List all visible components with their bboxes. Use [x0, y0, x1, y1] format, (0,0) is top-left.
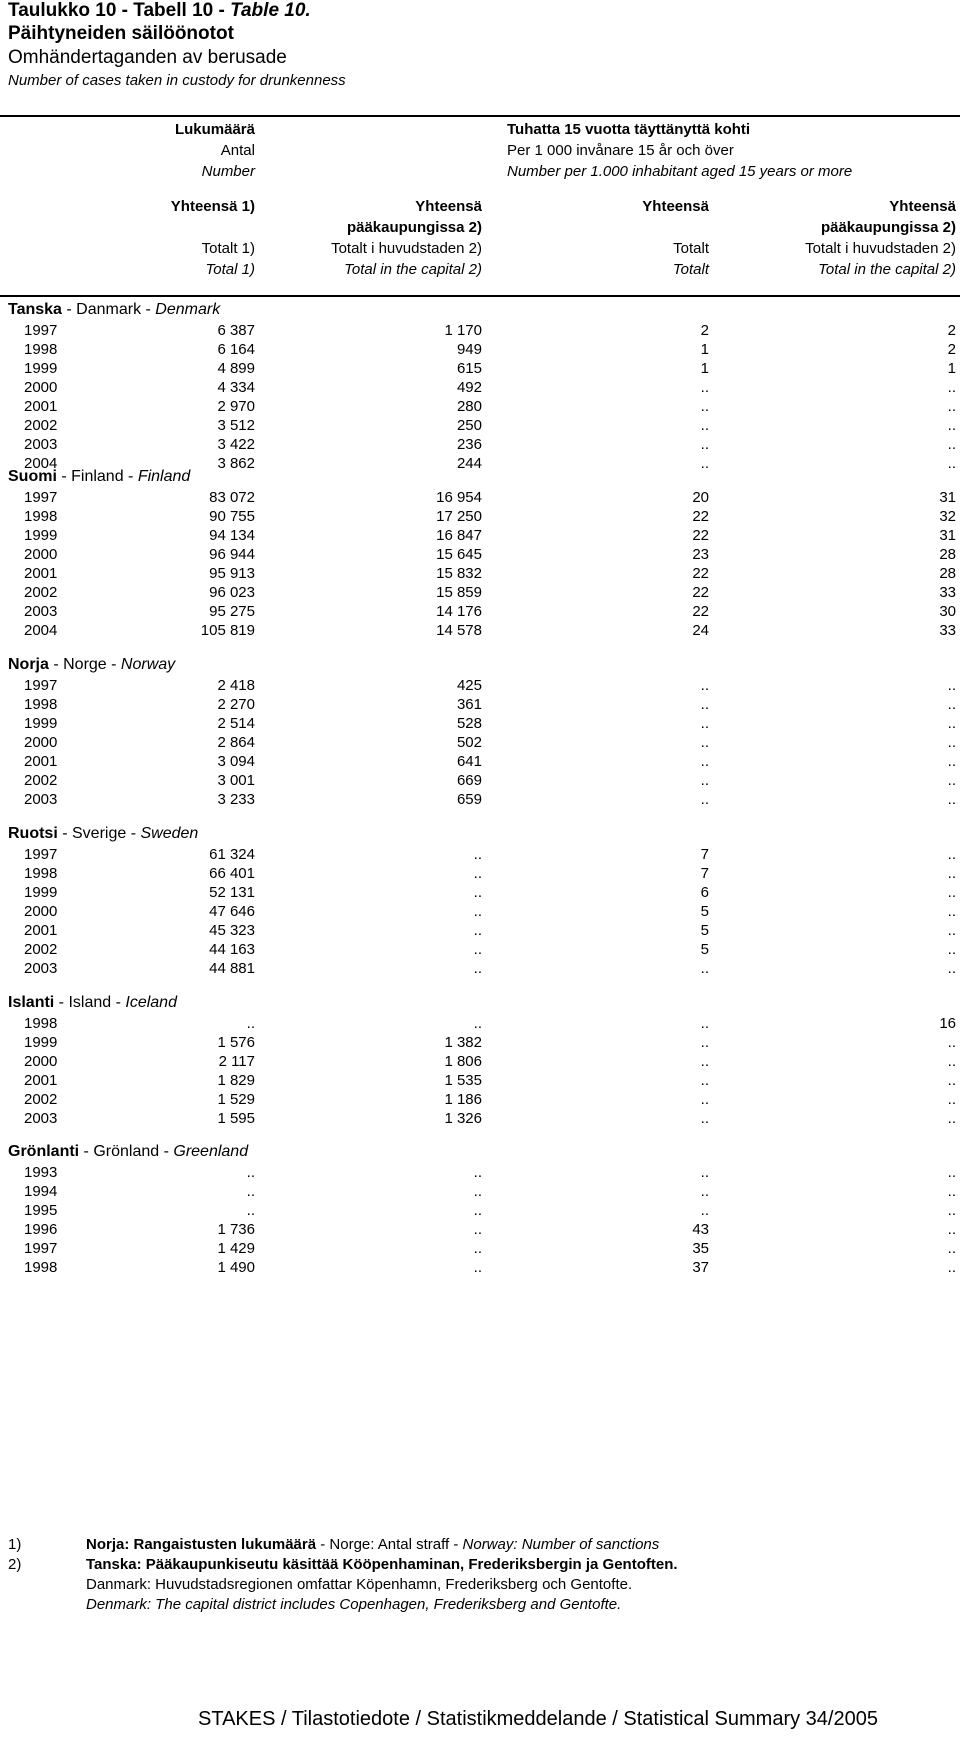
- table-cell: 1 829: [217, 1072, 255, 1089]
- col4-fi2: pääkaupungissa 2): [820, 219, 956, 236]
- footnote-bold: Norja: Rangaistusten lukumäärä: [86, 1536, 317, 1553]
- table-cell: 3 001: [217, 772, 255, 789]
- table-cell: ..: [700, 753, 709, 770]
- table-cell: 3 233: [217, 791, 255, 808]
- table-cell: ..: [947, 960, 956, 977]
- table-cell: ..: [700, 1091, 709, 1108]
- table-cell: 33: [939, 584, 956, 601]
- table-cell: ..: [700, 715, 709, 732]
- table-cell: 22: [692, 603, 709, 620]
- table-cell: 2: [947, 322, 956, 339]
- section-name-en: Greenland: [173, 1143, 249, 1160]
- section-heading: Ruotsi - Sverige - Sweden: [8, 825, 199, 842]
- table-cell: ..: [700, 791, 709, 808]
- row-year: 2002: [24, 772, 58, 789]
- row-year: 2003: [24, 603, 58, 620]
- footnote-number: 2): [8, 1556, 22, 1573]
- row-year: 1998: [24, 696, 58, 713]
- row-year: 1995: [24, 1202, 58, 1219]
- table-cell: ..: [947, 865, 956, 882]
- col1-en: Total 1): [205, 261, 255, 278]
- table-cell: ..: [947, 1221, 956, 1238]
- table-cell: 6 164: [217, 341, 255, 358]
- table-cell: 1 382: [444, 1034, 482, 1051]
- row-year: 1997: [24, 677, 58, 694]
- table-cell: ..: [947, 1053, 956, 1070]
- table-cell: ..: [947, 941, 956, 958]
- footnotes: [8, 1535, 678, 1615]
- footnote-text: - Norge: Antal straff -: [316, 1536, 463, 1553]
- header-rate-sv: Per 1 000 invånare 15 år och över: [507, 142, 734, 159]
- row-year: 2000: [24, 734, 58, 751]
- table-cell: 3 422: [217, 436, 255, 453]
- table-cell: 1 490: [217, 1259, 255, 1276]
- table-cell: 236: [456, 436, 482, 453]
- table-cell: ..: [947, 436, 956, 453]
- footnote-italic: Norway: Number of sanctions: [462, 1536, 660, 1553]
- section-name-fi: Grönlanti: [8, 1143, 80, 1160]
- table-cell: 2 514: [217, 715, 255, 732]
- table-cell: 31: [939, 527, 956, 544]
- table-cell: 2: [700, 322, 709, 339]
- row-year: 2000: [24, 1053, 58, 1070]
- column-header-1: [171, 196, 255, 280]
- table-cell: 6 387: [217, 322, 255, 339]
- table-cell: 6: [700, 884, 709, 901]
- section-heading: Suomi - Finland - Finland: [8, 468, 191, 485]
- table-cell: ..: [473, 1015, 482, 1032]
- table-cell: 43: [692, 1221, 709, 1238]
- column-header-2: [331, 196, 482, 280]
- table-cell: 5: [700, 941, 709, 958]
- table-cell: 7: [700, 846, 709, 863]
- footnote-2-en: [8, 1595, 678, 1615]
- table-cell: ..: [700, 772, 709, 789]
- section-name-sv: Sverige: [72, 825, 127, 842]
- table-cell: ..: [700, 1072, 709, 1089]
- table-cell: 94 134: [209, 527, 255, 544]
- section-name-en: Denmark: [155, 301, 221, 318]
- footnote-1: [8, 1535, 678, 1555]
- table-cell: ..: [700, 1183, 709, 1200]
- title-sv: Omhändertaganden av berusade: [8, 47, 287, 68]
- header-rate-fi: Tuhatta 15 vuotta täyttänyttä kohti: [507, 121, 751, 138]
- table-cell: ..: [947, 1202, 956, 1219]
- table-cell: ..: [473, 1202, 482, 1219]
- row-year: 2003: [24, 436, 58, 453]
- header-bottom-rule: [0, 295, 960, 297]
- table-cell: 47 646: [209, 903, 255, 920]
- col4-en: Total in the capital 2): [818, 261, 956, 278]
- table-cell: ..: [947, 696, 956, 713]
- table-cell: ..: [473, 884, 482, 901]
- row-year: 1994: [24, 1183, 58, 1200]
- table-cell: 361: [456, 696, 482, 713]
- table-cell: 1: [947, 360, 956, 377]
- table-cell: ..: [473, 1259, 482, 1276]
- table-cell: 31: [939, 489, 956, 506]
- section-name-sv: Grönland: [93, 1143, 160, 1160]
- row-year: 1997: [24, 1240, 58, 1257]
- table-cell: 949: [456, 341, 482, 358]
- col2-fi2: pääkaupungissa 2): [346, 219, 482, 236]
- row-year: 1999: [24, 360, 58, 377]
- section-name-en: Finland: [137, 468, 191, 485]
- table-cell: 1 535: [444, 1072, 482, 1089]
- row-year: 2004: [24, 622, 58, 639]
- table-cell: 83 072: [209, 489, 255, 506]
- table-cell: 35: [692, 1240, 709, 1257]
- table-cell: 1 595: [217, 1110, 255, 1127]
- table-cell: ..: [947, 753, 956, 770]
- footnote-2-sv: [8, 1575, 678, 1595]
- table-cell: ..: [473, 865, 482, 882]
- table-cell: ..: [700, 1053, 709, 1070]
- table-cell: 15 832: [436, 565, 482, 582]
- table-cell: ..: [473, 922, 482, 939]
- table-cell: 250: [456, 417, 482, 434]
- table-cell: 1 186: [444, 1091, 482, 1108]
- col2-fi: Yhteensä: [415, 198, 482, 215]
- table-cell: 669: [456, 772, 482, 789]
- table-cell: ..: [947, 1164, 956, 1181]
- table-cell: ..: [947, 715, 956, 732]
- row-year: 1999: [24, 527, 58, 544]
- table-cell: 95 913: [209, 565, 255, 582]
- table-cell: 1 170: [444, 322, 482, 339]
- table-cell: 244: [456, 455, 482, 472]
- section-heading: Islanti - Island - Iceland: [8, 994, 177, 1011]
- table-cell: 425: [456, 677, 482, 694]
- table-number-en: Table 10.: [230, 0, 311, 21]
- table-cell: 30: [939, 603, 956, 620]
- header-number-en: Number: [201, 163, 255, 180]
- table-cell: 14 176: [436, 603, 482, 620]
- table-cell: 23: [692, 546, 709, 563]
- header-number-sv: Antal: [220, 142, 255, 159]
- table-cell: 16 954: [436, 489, 482, 506]
- table-cell: ..: [473, 1240, 482, 1257]
- header-number-group: [175, 119, 255, 182]
- table-cell: 615: [456, 360, 482, 377]
- table-cell: 4 899: [217, 360, 255, 377]
- table-cell: ..: [947, 772, 956, 789]
- table-cell: ..: [947, 398, 956, 415]
- row-year: 2000: [24, 379, 58, 396]
- row-year: 2000: [24, 903, 58, 920]
- table-cell: ..: [700, 734, 709, 751]
- header-rate-en: Number per 1.000 inhabitant aged 15 years or more: [507, 163, 853, 180]
- table-cell: 66 401: [209, 865, 255, 882]
- table-cell: 502: [456, 734, 482, 751]
- col1-fi: Yhteensä 1): [170, 198, 255, 215]
- row-year: 2000: [24, 546, 58, 563]
- table-cell: 44 881: [209, 960, 255, 977]
- table-cell: ..: [700, 398, 709, 415]
- row-year: 2003: [24, 791, 58, 808]
- section-name-sv: Island: [68, 994, 112, 1011]
- table-cell: ..: [947, 1259, 956, 1276]
- table-cell: 33: [939, 622, 956, 639]
- table-cell: 641: [456, 753, 482, 770]
- section-name-fi: Islanti: [8, 994, 55, 1011]
- header-top-rule: [0, 115, 960, 117]
- table-cell: ..: [947, 1183, 956, 1200]
- col4-fi: Yhteensä: [889, 198, 956, 215]
- table-cell: 96 944: [209, 546, 255, 563]
- table-cell: ..: [700, 677, 709, 694]
- table-cell: 1 529: [217, 1091, 255, 1108]
- table-cell: ..: [947, 1072, 956, 1089]
- table-cell: ..: [947, 379, 956, 396]
- row-year: 2001: [24, 1072, 58, 1089]
- row-year: 1993: [24, 1164, 58, 1181]
- table-cell: 22: [692, 565, 709, 582]
- table-cell: ..: [246, 1164, 255, 1181]
- table-number-text: Taulukko 10 - Tabell 10 -: [8, 0, 231, 21]
- table-cell: 5: [700, 922, 709, 939]
- col3-en: Totalt: [672, 261, 709, 278]
- section-name-fi: Norja: [8, 656, 49, 673]
- row-year: 2002: [24, 1091, 58, 1108]
- section-heading: Grönlanti - Grönland - Greenland: [8, 1143, 249, 1160]
- table-cell: 4 334: [217, 379, 255, 396]
- table-cell: ..: [473, 903, 482, 920]
- table-cell: 3 862: [217, 455, 255, 472]
- row-year: 2001: [24, 565, 58, 582]
- table-cell: ..: [700, 1110, 709, 1127]
- table-cell: 28: [939, 565, 956, 582]
- col2-sv: Totalt i huvudstaden 2): [331, 240, 482, 257]
- table-cell: 659: [456, 791, 482, 808]
- row-year: 1998: [24, 865, 58, 882]
- row-year: 1997: [24, 489, 58, 506]
- section-name-en: Sweden: [140, 825, 199, 842]
- col4-sv: Totalt i huvudstaden 2): [805, 240, 956, 257]
- page-footer: STAKES / Tilastotiedote / Statistikmeddelande / Statistical Summary 34/2005: [198, 1708, 878, 1730]
- table-cell: ..: [700, 455, 709, 472]
- table-cell: ..: [947, 1034, 956, 1051]
- table-cell: ..: [246, 1015, 255, 1032]
- row-year: 2002: [24, 941, 58, 958]
- row-year: 1998: [24, 508, 58, 525]
- row-year: 2002: [24, 584, 58, 601]
- table-cell: ..: [700, 1202, 709, 1219]
- table-cell: 2 270: [217, 696, 255, 713]
- table-cell: 7: [700, 865, 709, 882]
- table-cell: ..: [473, 960, 482, 977]
- table-cell: 20: [692, 489, 709, 506]
- table-cell: 16: [939, 1015, 956, 1032]
- row-year: 1999: [24, 884, 58, 901]
- table-cell: ..: [700, 1164, 709, 1181]
- section-name-en: Norway: [120, 656, 176, 673]
- table-cell: 1: [700, 360, 709, 377]
- table-cell: ..: [947, 677, 956, 694]
- table-cell: 22: [692, 508, 709, 525]
- table-cell: 492: [456, 379, 482, 396]
- table-cell: 22: [692, 584, 709, 601]
- table-cell: ..: [947, 455, 956, 472]
- table-cell: 1 736: [217, 1221, 255, 1238]
- title-en: Number of cases taken in custody for drunkenness: [8, 72, 346, 89]
- table-cell: ..: [947, 903, 956, 920]
- table-cell: ..: [246, 1202, 255, 1219]
- col3-fi: Yhteensä: [642, 198, 709, 215]
- row-year: 1998: [24, 1015, 58, 1032]
- table-cell: 96 023: [209, 584, 255, 601]
- table-cell: ..: [947, 884, 956, 901]
- col3-sv: Totalt: [673, 240, 709, 257]
- section-name-fi: Ruotsi: [8, 825, 58, 842]
- row-year: 1997: [24, 322, 58, 339]
- table-cell: 44 163: [209, 941, 255, 958]
- row-year: 1996: [24, 1221, 58, 1238]
- row-year: 1998: [24, 1259, 58, 1276]
- section-heading: Tanska - Danmark - Denmark: [8, 301, 221, 318]
- section-name-sv: Finland: [71, 468, 124, 485]
- section-name-fi: Tanska: [8, 301, 62, 318]
- table-cell: ..: [700, 960, 709, 977]
- table-cell: 37: [692, 1259, 709, 1276]
- col1-sv: Totalt 1): [201, 240, 255, 257]
- table-cell: 280: [456, 398, 482, 415]
- table-cell: ..: [700, 1034, 709, 1051]
- table-cell: ..: [947, 1110, 956, 1127]
- table-cell: 2 970: [217, 398, 255, 415]
- footnote-text: Danmark: Huvudstadsregionen omfattar Köpenhamn, Frederiksberg och Gentofte.: [86, 1576, 633, 1593]
- table-cell: 528: [456, 715, 482, 732]
- col1-fi2: [171, 217, 255, 238]
- table-cell: 61 324: [209, 846, 255, 863]
- table-cell: 2 418: [217, 677, 255, 694]
- table-cell: 1 806: [444, 1053, 482, 1070]
- table-cell: ..: [473, 1183, 482, 1200]
- header-rate-group: [507, 119, 852, 182]
- col2-en: Total in the capital 2): [344, 261, 482, 278]
- table-cell: 90 755: [209, 508, 255, 525]
- table-cell: 95 275: [209, 603, 255, 620]
- table-cell: ..: [246, 1183, 255, 1200]
- table-cell: 16 847: [436, 527, 482, 544]
- table-cell: ..: [473, 846, 482, 863]
- table-cell: 45 323: [209, 922, 255, 939]
- table-cell: ..: [700, 436, 709, 453]
- row-year: 2004: [24, 455, 58, 472]
- table-cell: 15 645: [436, 546, 482, 563]
- row-year: 1998: [24, 341, 58, 358]
- table-cell: 17 250: [436, 508, 482, 525]
- table-cell: 3 512: [217, 417, 255, 434]
- table-cell: 32: [939, 508, 956, 525]
- table-cell: ..: [700, 1015, 709, 1032]
- table-cell: 22: [692, 527, 709, 544]
- table-cell: ..: [947, 791, 956, 808]
- footnote-number: 1): [8, 1536, 22, 1553]
- table-cell: 28: [939, 546, 956, 563]
- footnote-bold: Tanska: Pääkaupunkiseutu käsittää Kööpenhaminan, Frederiksbergin ja Gentoften.: [86, 1556, 678, 1573]
- table-cell: 105 819: [200, 622, 255, 639]
- table-cell: 1: [700, 341, 709, 358]
- table-number: [8, 0, 346, 22]
- row-year: 2003: [24, 960, 58, 977]
- table-cell: 24: [692, 622, 709, 639]
- row-year: 2003: [24, 1110, 58, 1127]
- column-header-4: [805, 196, 956, 280]
- row-year: 1999: [24, 1034, 58, 1051]
- table-cell: 3 094: [217, 753, 255, 770]
- row-year: 2001: [24, 753, 58, 770]
- table-cell: 2 117: [218, 1053, 255, 1070]
- table-cell: 2 864: [217, 734, 255, 751]
- table-cell: ..: [473, 941, 482, 958]
- section-name-fi: Suomi: [8, 468, 62, 485]
- table-cell: ..: [947, 417, 956, 434]
- footnote-2: [8, 1555, 678, 1575]
- table-cell: ..: [700, 379, 709, 396]
- row-year: 1999: [24, 715, 58, 732]
- column-header-3: [642, 196, 709, 280]
- table-cell: 52 131: [209, 884, 255, 901]
- table-cell: 14 578: [436, 622, 482, 639]
- row-year: 2001: [24, 398, 58, 415]
- section-heading: Norja - Norge - Norway: [8, 656, 176, 673]
- table-cell: ..: [947, 846, 956, 863]
- section-name-sv: Norge: [63, 656, 107, 673]
- title-block: [8, 0, 346, 92]
- col3-fi2: [642, 217, 709, 238]
- table-cell: ..: [473, 1221, 482, 1238]
- table-cell: 1 576: [217, 1034, 255, 1051]
- table-cell: ..: [947, 922, 956, 939]
- table-cell: ..: [947, 1240, 956, 1257]
- table-cell: ..: [700, 696, 709, 713]
- section-name-en: Iceland: [125, 994, 177, 1011]
- header-number-fi: Lukumäärä: [174, 121, 255, 138]
- table-cell: 1 326: [444, 1110, 482, 1127]
- table-cell: 5: [700, 903, 709, 920]
- table-cell: 2: [947, 341, 956, 358]
- table-cell: 1 429: [217, 1240, 255, 1257]
- table-cell: ..: [947, 1091, 956, 1108]
- footnote-italic: Denmark: The capital district includes Copenhagen, Frederiksberg and Gentofte.: [86, 1596, 622, 1613]
- section-name-sv: Danmark: [76, 301, 142, 318]
- row-year: 1997: [24, 846, 58, 863]
- row-year: 2002: [24, 417, 58, 434]
- title-fi: Päihtyneiden säilöönotot: [8, 23, 234, 44]
- table-cell: 15 859: [436, 584, 482, 601]
- table-cell: ..: [473, 1164, 482, 1181]
- table-cell: ..: [947, 734, 956, 751]
- table-cell: ..: [700, 417, 709, 434]
- row-year: 2001: [24, 922, 58, 939]
